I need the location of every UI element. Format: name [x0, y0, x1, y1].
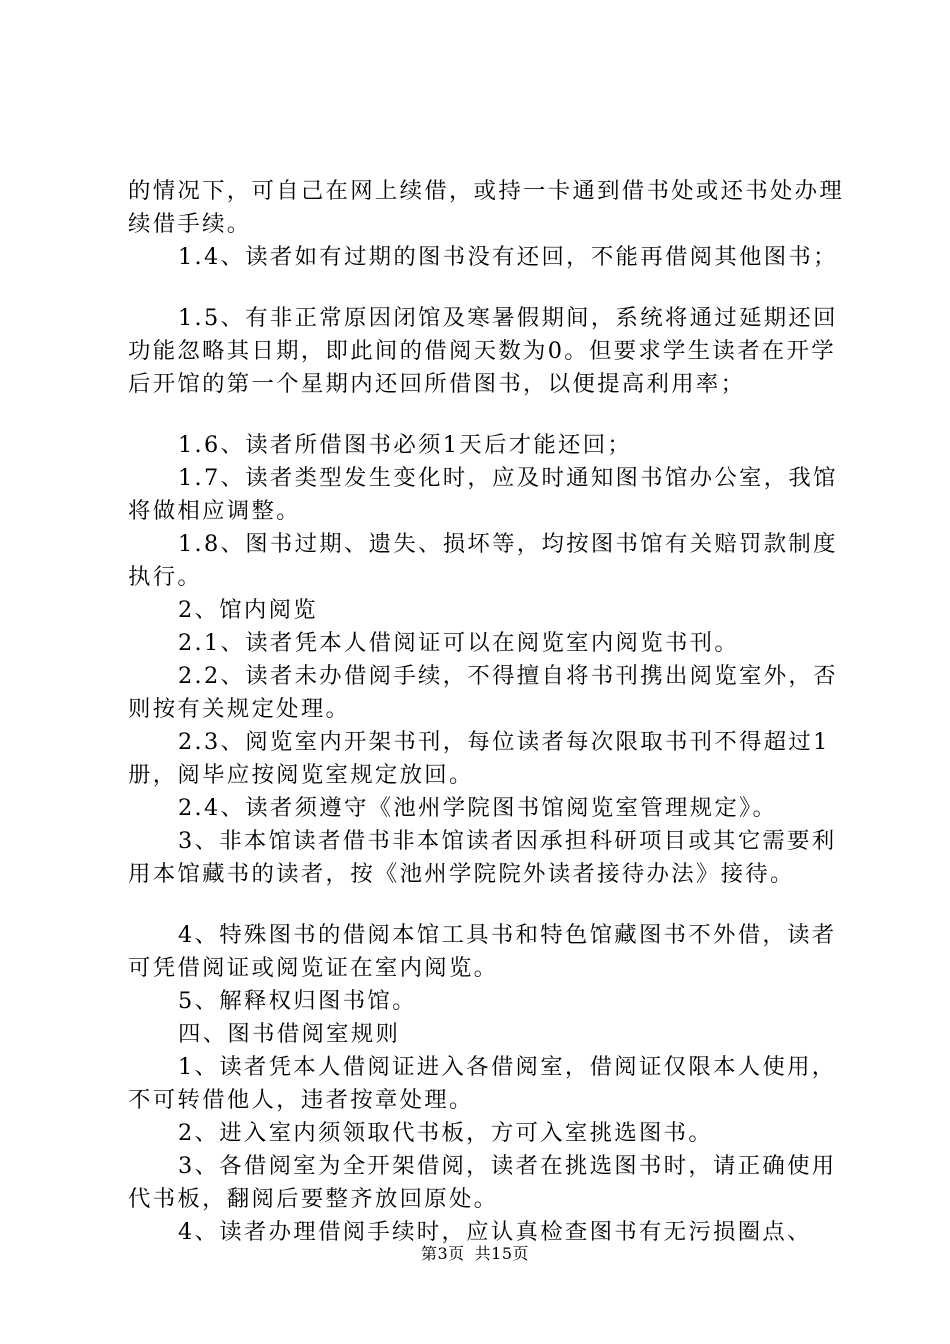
paragraph-1-4: 1.4、读者如有过期的图书没有还回，不能再借阅其他图书； — [178, 244, 838, 270]
paragraph-1-8: 1.8、图书过期、遗失、损坏等，均按图书馆有关赔罚款制度执行。 — [128, 531, 838, 590]
paragraph-2-2: 2.2、读者未办借阅手续，不得擅自将书刊携出阅览室外，否则按有关规定处理。 — [128, 663, 838, 722]
paragraph-2-1: 2.1、读者凭本人借阅证可以在阅览室内阅览书刊。 — [178, 630, 740, 656]
paragraph-4: 4、特殊图书的借阅本馆工具书和特色馆藏图书不外借，读者可凭借阅证或阅览证在室内阅览。 — [128, 922, 837, 981]
paragraph-gap — [128, 401, 848, 429]
paragraph-2-3: 2.3、阅览室内开架书刊，每位读者每次限取书刊不得超过1册，阅毕应按阅览室规定放回。 — [128, 729, 830, 788]
paragraph-1-6: 1.6、读者所借图书必须1天后才能还回； — [178, 432, 633, 458]
page-number: 第3页 — [420, 1244, 465, 1263]
section-heading-4: 四、图书借阅室规则 — [178, 1021, 401, 1047]
paragraph-3: 3、非本馆读者借书非本馆读者因承担科研项目或其它需要利用本馆藏书的读者，按《池州学院院外读者接待办法》接待。 — [128, 828, 837, 887]
paragraph-2-4: 2.4、读者须遵守《池州学院图书馆阅览室管理规定》。 — [178, 795, 778, 821]
paragraph-5: 5、解释权归图书馆。 — [178, 988, 417, 1014]
rule-2: 2、进入室内须领取代书板，方可入室挑选图书。 — [178, 1120, 714, 1146]
paragraph-gap — [128, 274, 848, 302]
paragraph-continuation: 的情况下，可自己在网上续借，或持一卡通到借书处或还书处办理续借手续。 — [128, 178, 845, 237]
paragraph-gap — [128, 891, 848, 919]
page-total: 共15页 — [474, 1244, 530, 1263]
rule-3: 3、各借阅室为全开架借阅，读者在挑选图书时，请正确使用代书板，翻阅后要整齐放回原处。 — [128, 1153, 837, 1212]
section-heading-2: 2、馆内阅览 — [178, 597, 318, 623]
document-body — [128, 175, 848, 1249]
rule-1: 1、读者凭本人借阅证进入各借阅室，借阅证仅限本人使用，不可转借他人，违者按章处理。 — [128, 1054, 837, 1113]
page-footer — [0, 1243, 950, 1265]
rule-4: 4、读者办理借阅手续时，应认真检查图书有无污损圈点、 — [178, 1219, 812, 1245]
paragraph-1-5: 1.5、有非正常原因闭馆及寒暑假期间，系统将通过延期还回功能忽略其日期，即此间的借阅天数为0。但要求学生读者在开学后开馆的第一个星期内还回所借图书，以便提高利用率； — [128, 305, 838, 397]
paragraph-1-7: 1.7、读者类型发生变化时，应及时通知图书馆办公室，我馆将做相应调整。 — [128, 465, 838, 524]
